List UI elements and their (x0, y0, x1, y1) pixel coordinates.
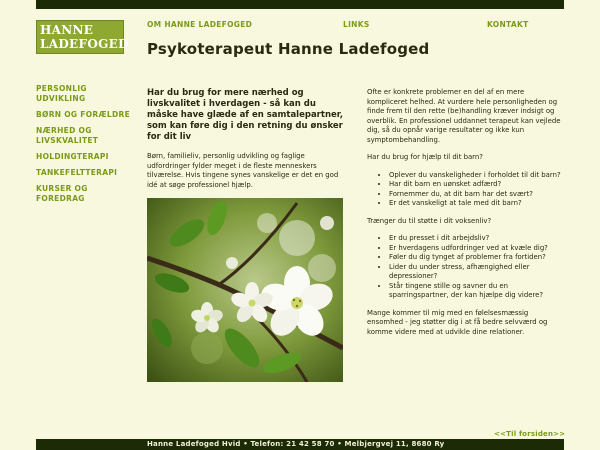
list-item: • Er hverdagens udfordringer ved at kvæle dig? (389, 244, 565, 254)
list-item: • Står tingene stille og savner du en sparringspartner, der kan hjælpe dig videre? (389, 282, 565, 301)
list-item: • Lider du under stress, afhængighed eller depressioner? (389, 263, 565, 282)
sidebar-item-personlig-udvikling[interactable]: PERSONLIG UDVIKLING (36, 84, 87, 103)
nav-link-om-hanne[interactable]: OM HANNE LADEFOGED (147, 20, 253, 29)
list-item: • Oplever du vanskeligheder i forholdet til dit barn? (389, 171, 565, 181)
page-title: Psykoterapeut Hanne Ladefoged (147, 40, 430, 58)
blossom-image-icon (147, 198, 343, 382)
nav-link-links[interactable]: LINKS (343, 20, 370, 29)
sidebar-item-tankefeltterapi[interactable]: TANKEFELTTERAPI (36, 168, 118, 177)
intro-text: Har du brug for mere nærhed og livskvalitet i hverdagen - så kan du måske have glæde af en samtalepartner, som kan føre dig i den retning du ønsker for dit liv (147, 88, 343, 142)
logo[interactable] (36, 20, 129, 54)
blossom-photo (147, 198, 343, 382)
question-child-heading: Har du brug for hjælp til dit barn? (367, 153, 483, 161)
footer-contact: Hanne Ladefoged Hvid • Telefon: 21 42 58 70 • Melbjergvej 11, 8680 Ry (36, 439, 564, 450)
logo-line-2: LADEFOGED (40, 37, 129, 51)
sidebar-item-naerhed-og-livskvalitet[interactable]: NÆRHED OG LIVSKVALITET (36, 126, 99, 145)
child-questions-list (389, 171, 565, 209)
sidebar-item-kurser-og-foredrag[interactable]: KURSER OG FOREDRAG (36, 184, 88, 203)
list-item: • Føler du dig tynget af problemer fra fortiden? (389, 253, 565, 263)
list-item: • Er du presset i dit arbejdsliv? (389, 234, 565, 244)
nav-link-kontakt[interactable]: KONTAKT (487, 20, 529, 29)
right-paragraph-2: Mange kommer til mig med en følelsesmæssig ensomhed - jeg støtter dig i at få bedre selvværd og komme videre med at udvikle dine relationer. (367, 308, 548, 336)
adult-questions-list (389, 234, 565, 301)
sidebar-item-holdingterapi[interactable]: HOLDINGTERAPI (36, 152, 109, 161)
top-bar (36, 0, 564, 9)
body-text: Børn, familieliv, personlig udvikling og faglige udfordringer fylder meget i de fleste menneskers tilværelse. Hvis tingene synes vanskelige er det en god idé at søge professionel hjælp. (147, 152, 339, 189)
question-adult-heading: Trænger du til støtte i dit voksenliv? (367, 216, 492, 225)
right-column (367, 88, 565, 345)
back-to-front-link[interactable]: <<Til forsiden>> (494, 430, 566, 438)
side-nav (36, 84, 136, 210)
list-item: • Er det vanskeligt at tale med dit barn? (389, 199, 565, 209)
list-item: • Har dit barn en uønsket adfærd? (389, 180, 565, 190)
list-item: • Fornemmer du, at dit barn har det svært? (389, 190, 565, 200)
logo-line-1: HANNE (40, 23, 94, 37)
right-paragraph-1: Ofte er konkrete problemer en del af en mere kompliceret helhed. At vurdere hele personligheden og finde frem til den rette (be)handling kræver indsigt og overblik. En professionel uddannet terapeut kan vejlede dig, så du opnår varige resultater og ikke kun symptombehandling. (367, 88, 561, 144)
sidebar-item-boern-og-foraeldre[interactable]: BØRN OG FORÆLDRE (36, 110, 131, 119)
